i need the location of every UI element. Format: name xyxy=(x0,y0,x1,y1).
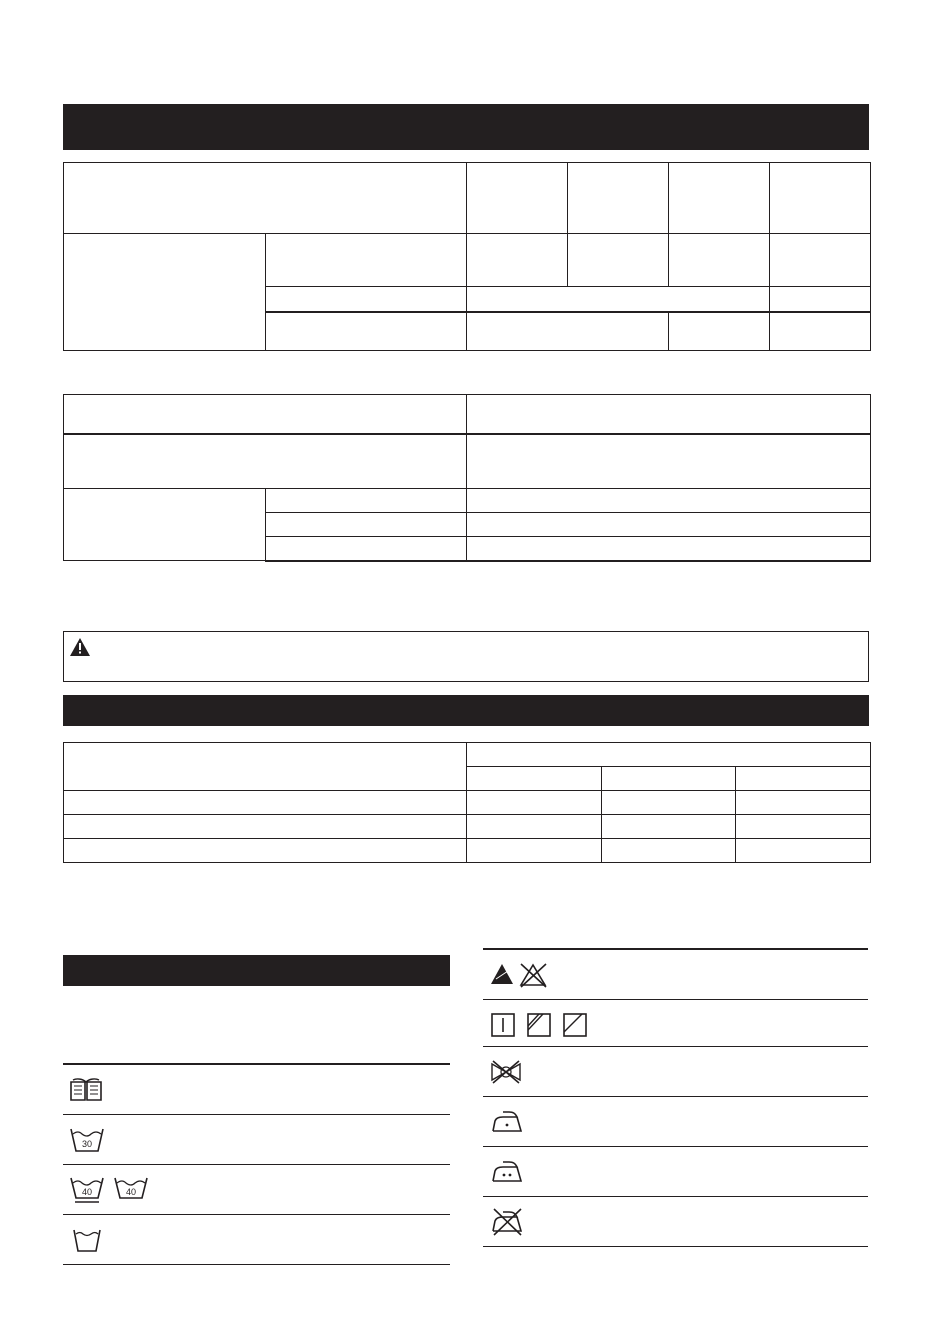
table3-group-header xyxy=(467,743,871,767)
symbol-row xyxy=(63,1215,450,1265)
row-label xyxy=(64,791,467,815)
symbol-row xyxy=(483,950,868,1000)
model-header xyxy=(770,163,871,234)
cell-value xyxy=(568,234,669,287)
cell-value xyxy=(467,287,770,312)
cell-value xyxy=(467,234,568,287)
cell-value xyxy=(467,815,602,839)
table3-subheader xyxy=(467,767,602,791)
remarks-header-bar xyxy=(63,695,869,726)
row-label xyxy=(266,513,467,537)
wash-30-icon xyxy=(69,1126,105,1154)
cell-value xyxy=(467,312,669,351)
cell-value xyxy=(669,234,770,287)
warning-triangle-icon xyxy=(69,637,91,657)
svg-text:40: 40 xyxy=(81,1187,93,1197)
cell-value xyxy=(467,489,871,513)
row-label xyxy=(64,395,467,434)
cell-value xyxy=(467,395,871,434)
cell-value xyxy=(736,839,871,863)
symbol-row xyxy=(483,1000,868,1047)
table3-subheader xyxy=(736,767,871,791)
group-label xyxy=(64,489,266,561)
symbol-row xyxy=(63,1065,450,1115)
cell-value xyxy=(467,839,602,863)
symbol-row xyxy=(483,1047,868,1097)
symbols-header-bar xyxy=(63,955,450,986)
technical-data-header-bar xyxy=(63,104,869,150)
table3-subheader xyxy=(602,767,736,791)
symbols-left-list xyxy=(63,1063,450,1265)
read-manual-icon xyxy=(69,1077,103,1103)
row-label xyxy=(64,434,467,489)
model-header xyxy=(568,163,669,234)
symbol-row xyxy=(483,1097,868,1147)
model-header xyxy=(669,163,770,234)
cell-value xyxy=(736,791,871,815)
symbols-right-list xyxy=(483,948,868,1247)
warning-box xyxy=(63,631,869,682)
svg-text:40: 40 xyxy=(125,1187,137,1197)
no-iron-icon xyxy=(491,1207,525,1237)
cell-value xyxy=(602,839,736,863)
cell-value xyxy=(669,312,770,351)
cell-value xyxy=(736,815,871,839)
cell-value xyxy=(770,287,871,312)
spec-table-2 xyxy=(63,394,871,562)
symbol-row xyxy=(63,1115,450,1165)
row-label xyxy=(64,839,467,863)
hand-wash-icon xyxy=(72,1226,102,1254)
row-label xyxy=(266,489,467,513)
cell-value xyxy=(467,537,871,561)
row-label xyxy=(266,287,467,312)
model-header-label xyxy=(64,163,467,234)
bleach-icon xyxy=(489,962,549,988)
spec-table-1 xyxy=(63,162,871,351)
table-3 xyxy=(63,742,871,863)
iron-medium-icon xyxy=(491,1159,525,1185)
group-label xyxy=(64,234,266,351)
row-label xyxy=(64,815,467,839)
cell-value xyxy=(770,312,871,351)
no-tumble-dry-icon xyxy=(489,1059,523,1085)
row-label xyxy=(266,537,467,561)
symbol-row xyxy=(483,1147,868,1197)
cell-value xyxy=(602,815,736,839)
svg-text:30: 30 xyxy=(81,1139,93,1149)
row-label xyxy=(266,312,467,351)
cell-value xyxy=(467,513,871,537)
row-label xyxy=(266,234,467,287)
drying-icon xyxy=(491,1012,591,1038)
table3-header-label xyxy=(64,743,467,791)
cell-value xyxy=(467,434,871,489)
symbol-row xyxy=(483,1197,868,1247)
cell-value xyxy=(467,791,602,815)
cell-value xyxy=(770,234,871,287)
cell-value xyxy=(602,791,736,815)
model-header xyxy=(467,163,568,234)
iron-low-icon xyxy=(491,1109,525,1135)
symbol-row xyxy=(63,1165,450,1215)
wash-40-icon xyxy=(69,1175,149,1205)
